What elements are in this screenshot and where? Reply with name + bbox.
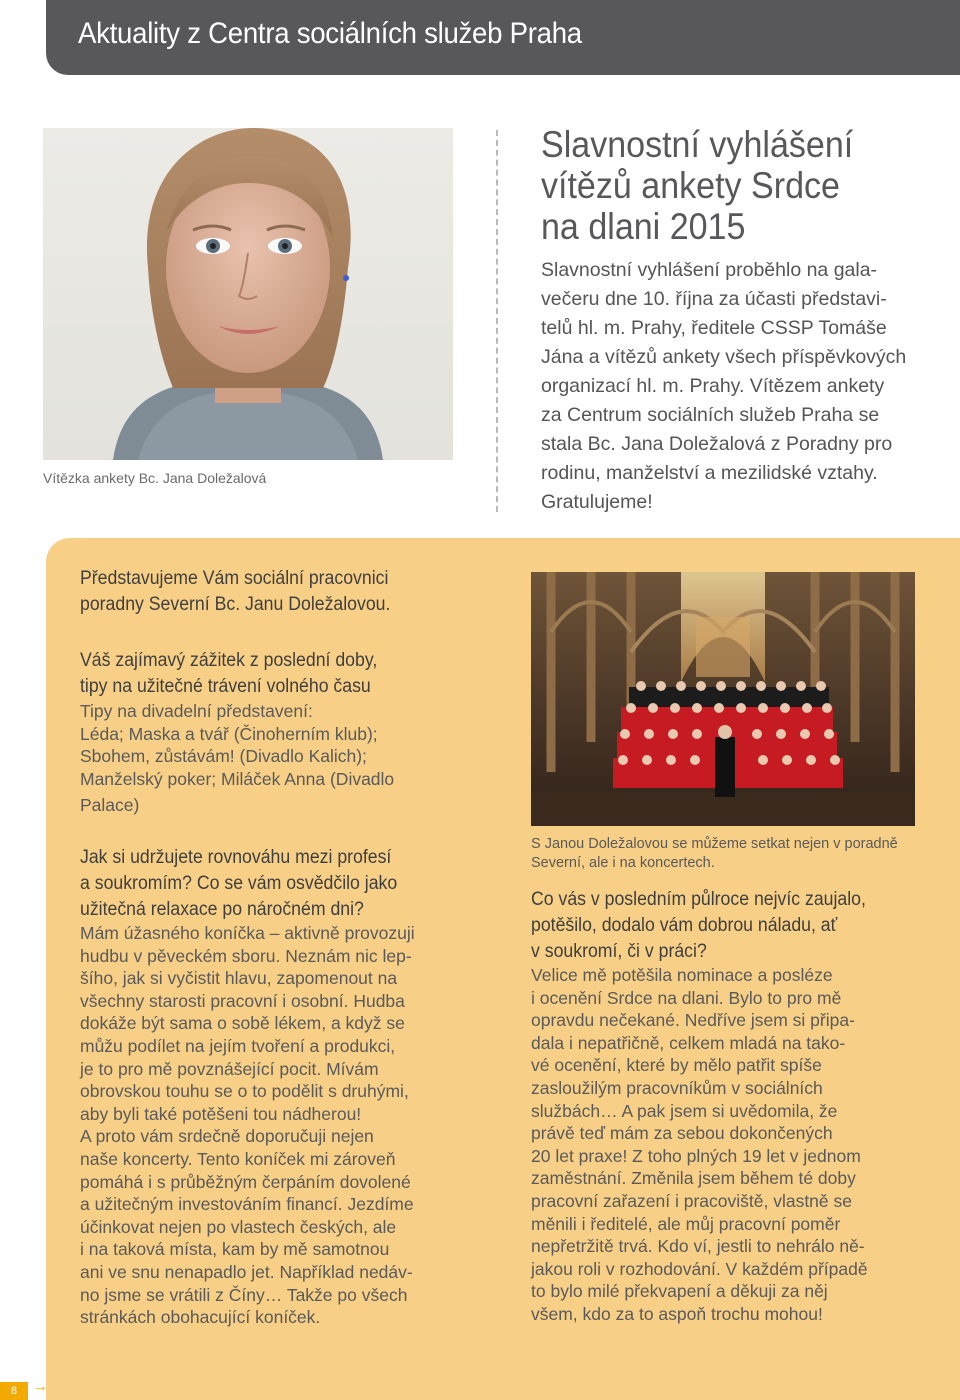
question-line: potěšilo, dodalo vám dobrou náladu, ať — [531, 915, 838, 936]
next-arrow-icon: → — [32, 1378, 48, 1395]
question-line: užitečná relaxace po náročném dni? — [80, 899, 364, 920]
intro-line: poradny Severní Bc. Janu Doležalovou. — [80, 594, 391, 615]
answer-line: nepřetržitě trvá. Kdo ví, jestli to nehrálo ně- — [531, 1236, 865, 1257]
answer-line: zasloužilým pracovníkům v sociálních — [531, 1077, 823, 1098]
choir-photo — [531, 572, 915, 826]
page-number: 8 — [0, 1382, 28, 1400]
header-title: Aktuality z Centra sociálních služeb Praha — [78, 17, 582, 50]
choir-photo-caption — [531, 835, 931, 873]
answer-line: to bylo milé překvapení a děkuji za něj — [531, 1281, 828, 1302]
answer-line: všechny starosti pracovní i osobní. Hudba — [80, 990, 405, 1011]
answer-line: Manželský poker; Miláček Anna (Divadlo — [80, 768, 395, 789]
answer-line: službách… A pak jsem si uvědomila, že — [531, 1100, 838, 1121]
answer-3 — [531, 964, 923, 1326]
lead-line: telů hl. m. Prahy, ředitele CSSP Tomáše — [541, 317, 887, 339]
answer-line: no jsme se vrátili z Číny… Takže po všech — [80, 1284, 408, 1305]
answer-line: Sbohem, zůstávám! (Divadlo Kalich); — [80, 746, 367, 767]
question-line: a soukromím? Co se vám osvědčilo jako — [80, 873, 398, 894]
answer-line: Velice mě potěšila nominace a posléze — [531, 965, 833, 985]
question-line: Co vás v posledním půlroce nejvíc zaujalo, — [531, 889, 866, 910]
answer-line: vé ocenění, které by mělo patřit spíše — [531, 1055, 822, 1076]
answer-line: opravdu nečekané. Nedříve jsem si připa- — [531, 1010, 855, 1031]
answer-line: Palace) — [80, 795, 140, 816]
answer-line: právě teď mám za sebou dokončených — [531, 1123, 833, 1144]
answer-line: dala i nepatřičně, celkem mladá na tako- — [531, 1032, 846, 1053]
answer-line: dokáže být sama o sobě lékem, a když se — [80, 1013, 405, 1034]
answer-line: ani ve snu nenapadlo jet. Například nedáv- — [80, 1261, 413, 1282]
interview-intro — [80, 566, 480, 618]
lead-line: rodinu, manželství a mezilidské vztahy. — [541, 462, 878, 484]
answer-line: naše koncerty. Tento koníček mi zároveň — [80, 1148, 396, 1169]
article-lead — [541, 256, 959, 517]
question-line: Váš zajímavý zážitek z poslední doby, — [80, 650, 378, 671]
lead-line: Slavnostní vyhlášení proběhlo na gala- — [541, 259, 878, 281]
headline-line: vítězů ankety Srdce — [541, 165, 840, 206]
portrait-caption: Vítězka ankety Bc. Jana Doležalová — [43, 470, 267, 486]
answer-line: stránkách obohacující koníček. — [80, 1307, 321, 1328]
intro-line: Představujeme Vám sociální pracovnici — [80, 568, 389, 589]
answer-line: pracovní zařazení i pracoviště, vlastně se — [531, 1190, 852, 1211]
lead-line: Gratulujeme! — [541, 491, 653, 513]
caption-line: S Janou Doležalovou se můžeme setkat nejen v poradně — [531, 836, 898, 852]
answer-line: i na taková místa, kam by mě samotnou — [80, 1239, 390, 1260]
lead-line: organizací hl. m. Prahy. Vítězem ankety — [541, 375, 885, 397]
question-line: Jak si udržujete rovnováhu mezi profesí — [80, 847, 392, 868]
answer-line: můžu podílet na jejím tvoření a produkci, — [80, 1035, 396, 1056]
answer-line: 20 let praxe! Z toho plných 19 let v jednom — [531, 1145, 861, 1166]
headline-line: Slavnostní vyhlášení — [541, 124, 854, 165]
answer-line: i ocenění Srdce na dlani. Bylo to pro mě — [531, 987, 842, 1008]
caption-line: Severní, ale i na koncertech. — [531, 855, 715, 871]
answer-line: všem, kdo za to aspoň trochu mohou! — [531, 1303, 823, 1324]
answer-line: Léda; Maska a tvář (Činoherním klub); — [80, 723, 378, 744]
answer-line: je to pro mě povznášející pocit. Mívám — [80, 1058, 379, 1079]
lead-line: Jána a vítězů ankety všech příspěvkových — [541, 346, 907, 368]
headline-line: na dlani 2015 — [541, 206, 746, 247]
answer-line: a užitečným investováním financí. Jezdíme — [80, 1194, 414, 1215]
answer-line: obrovskou touhu se o to podělit s druhými, — [80, 1081, 409, 1102]
answer-line: A proto vám srdečně doporučuji nejen — [80, 1126, 374, 1147]
answer-line: šího, jak si vyčistit hlavu, zapomenout na — [80, 968, 398, 989]
lead-line: za Centrum sociálních služeb Praha se — [541, 404, 880, 426]
lead-line: večeru dne 10. října za účasti představi- — [541, 288, 887, 310]
article-headline — [541, 124, 909, 247]
answer-1 — [80, 700, 480, 820]
answer-line: účinkovat nejen po vlastech českých, ale — [80, 1216, 397, 1237]
answer-line: měnili i ředitelé, ale můj pracovní poměr — [531, 1213, 841, 1234]
answer-line: Mám úžasného koníčka – aktivně provozuji — [80, 923, 415, 943]
portrait-photo — [43, 128, 453, 460]
answer-line: hudbu v pěveckém sboru. Neznám nic lep- — [80, 945, 412, 966]
answer-line: pomáhá i s průběžným čerpáním dovolené — [80, 1171, 411, 1192]
answer-line: Tipy na divadelní představení: — [80, 701, 313, 721]
question-2 — [80, 845, 480, 923]
answer-line: jakou roli v rozhodování. V každém případě — [531, 1258, 868, 1279]
question-line: v soukromí, či v práci? — [531, 941, 707, 962]
page-header — [46, 0, 960, 75]
answer-line: aby byli také potěšeni tou nádherou! — [80, 1103, 362, 1124]
lead-line: stala Bc. Jana Doležalová z Poradny pro — [541, 433, 893, 455]
dashed-divider — [496, 130, 498, 512]
answer-2 — [80, 922, 480, 1329]
question-line: tipy na užitečné trávení volného času — [80, 676, 371, 697]
question-1 — [80, 648, 480, 700]
question-3 — [531, 887, 923, 965]
answer-line: zaměstnání. Změnila jsem během té doby — [531, 1168, 856, 1189]
